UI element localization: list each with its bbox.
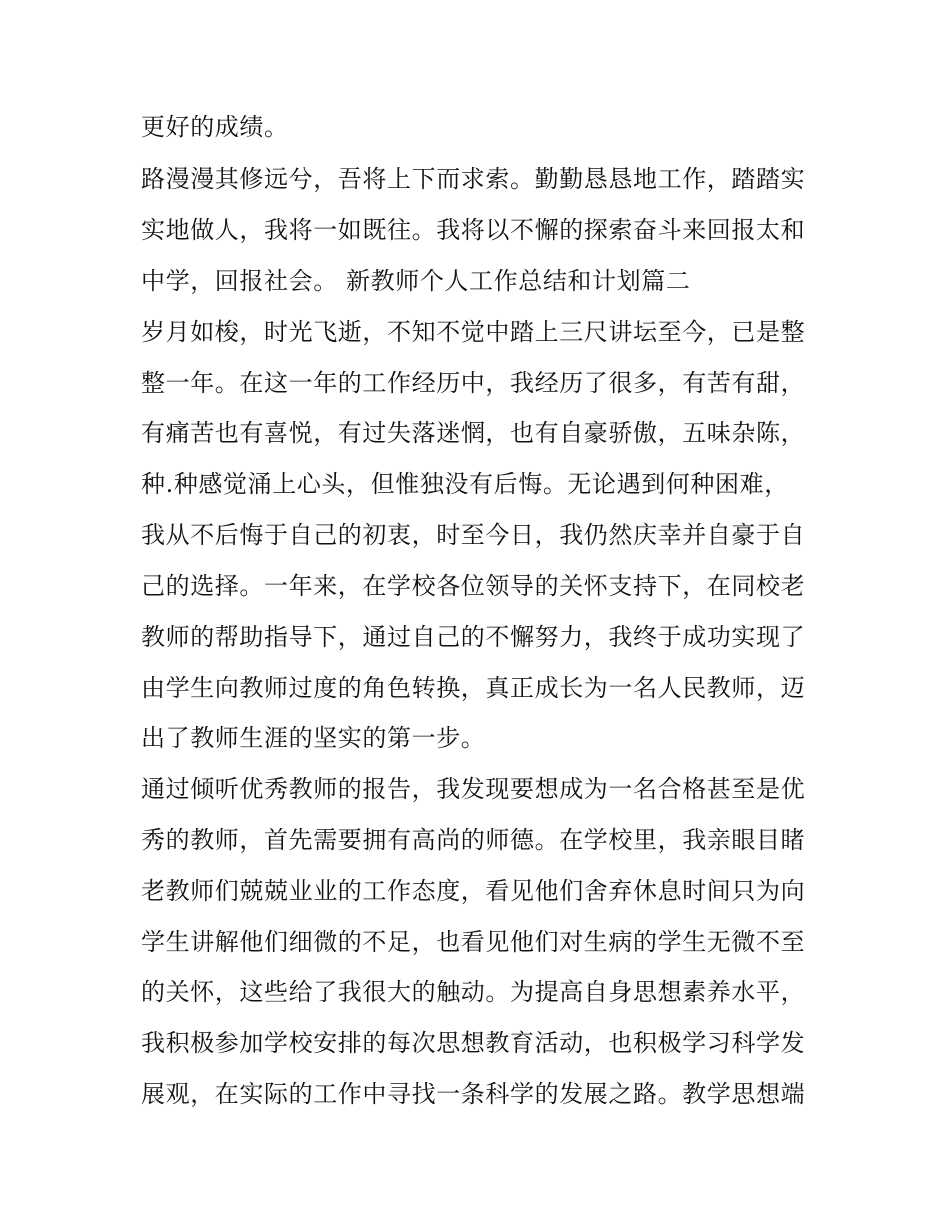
text-line: 更好的成绩。 [141,113,289,141]
text-line: 种.种感觉涌上心头，但惟独没有后悔。无论遇到何种困难， [141,470,789,498]
text-line: 展观，在实际的工作中寻找一条科学的发展之路。教学思想端 [141,1080,806,1108]
text-line: 秀的教师，首先需要拥有高尚的师德。在学校里，我亲眼目睹 [141,826,806,854]
text-line: 教师的帮助指导下，通过自己的不懈努力，我终于成功实现了 [141,623,806,651]
text-line: 中学，回报社会。 新教师个人工作总结和计划篇二 [141,267,691,295]
text-line: 由学生向教师过度的角色转换，真正成长为一名人民教师，迈 [141,674,806,702]
text-line: 路漫漫其修远兮，吾将上下而求索。勤勤恳恳地工作，踏踏实 [141,165,806,193]
text-line: 学生讲解他们细微的不足，也看见他们对生病的学生无微不至 [141,928,806,956]
text-line: 有痛苦也有喜悦，有过失落迷惘，也有自豪骄傲，五味杂陈， [141,419,806,447]
text-line: 我积极参加学校安排的每次思想教育活动，也积极学习科学发 [141,1029,806,1057]
text-line: 通过倾听优秀教师的报告，我发现要想成为一名合格甚至是优 [141,775,806,803]
text-line: 出了教师生涯的坚实的第一步。 [141,724,486,752]
text-line: 实地做人，我将一如既往。我将以不懈的探索奋斗来回报太和 [141,216,806,244]
text-line: 的关怀，这些给了我很大的触动。为提高自身思想素养水平， [141,978,806,1006]
text-line: 我从不后悔于自己的初衷，时至今日，我仍然庆幸并自豪于自 [141,521,806,549]
text-line: 己的选择。一年来，在学校各位领导的关怀支持下，在同校老 [141,572,806,600]
text-line: 整一年。在这一年的工作经历中，我经历了很多，有苦有甜， [141,369,806,397]
text-line: 岁月如梭，时光飞逝，不知不觉中踏上三尺讲坛至今，已是整 [141,318,806,346]
text-line: 老教师们兢兢业业的工作态度，看见他们舍弃休息时间只为向 [141,877,806,905]
